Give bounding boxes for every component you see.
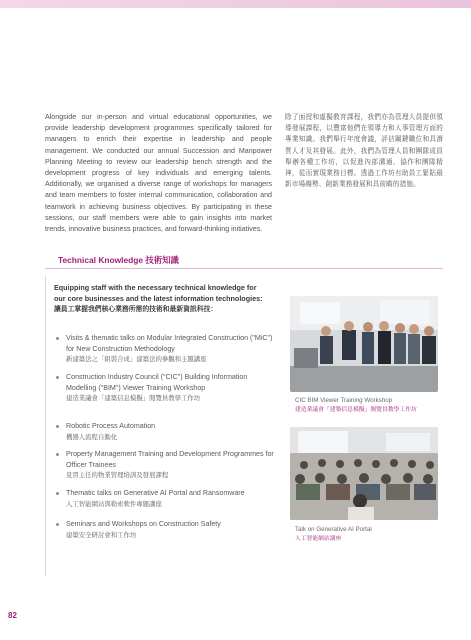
list-item-chinese: 建造業議會「建築信息模擬」閱覽員教學工作坊 [66, 394, 201, 403]
list-item-english: Construction Industry Council ("CIC") Building Information Modelling ("BIM") Viewer Training Workshop [66, 373, 248, 392]
seminar-photo [290, 427, 438, 520]
workshop-photo [290, 296, 438, 392]
list-item [54, 372, 279, 404]
lead-text-english: Equipping staff with the necessary technical knowledge for our core businesses and the latest information technologies: [54, 283, 263, 303]
list-item-chinese: 機器人流程自動化 [66, 432, 118, 441]
intro-paragraph-chinese: 除了面授和虛擬教育課程，我們亦為管理人員提供領導發展課程，以豐富他們在領導力和人事管理方面的專業知識。我們舉行年度會議，評估關鍵職位和具潛質人才及其發展。此外，我們為管理人員和團隊成員舉辦各種工作坊，以促進內部溝通、協作和團隊精神，從而實現業務目標。透過工作坊有助員工緊貼最新市場趨勢、創新業務發展和具前瞻的措施。 [285, 113, 443, 189]
list-item-chinese: 見習主任的物業管理培訓及發展課程 [66, 471, 169, 480]
photo-caption-english: Talk on Generative AI Portal [295, 526, 372, 533]
bullet-dot-icon [56, 523, 59, 526]
bullet-dot-icon [56, 453, 59, 456]
photo-caption-english: CIC BIM Viewer Training Workshop [295, 397, 393, 404]
workshop-photo-illustration [290, 296, 438, 392]
lead-text [54, 283, 264, 315]
list-item-chinese: 新建築法之「組裝合成」建築法的參觀和主題講座 [66, 355, 207, 364]
list-item [54, 421, 155, 442]
bullet-dot-icon [56, 337, 59, 340]
list-item-chinese: 建築安全研討會和工作坊 [66, 530, 137, 539]
section-divider [45, 268, 443, 269]
list-item-english: Visits & thematic talks on Modular Integrated Construction ("MiC") for New Construction Methodology [66, 334, 273, 353]
list-item-english: Seminars and Workshops on Construction Safety [66, 520, 221, 528]
list-item-english: Property Management Training and Development Programmes for Officer Trainees [66, 450, 274, 469]
intro-paragraph-english: Alongside our in-person and virtual educational opportunities, we provide leadership development programmes specifically tailored for managers to enrich their expertise in leadership and people management. We conducted our annual Succession and Manpower Planning Meeting to review our leadership bench strength and the development progress of key individuals and emerging talents. Additionally, we organised a diverse range of workshops for managers and team members to foster internal communication, collaboration and teamwork in achieving business objectives. By participating in these sessions, our staff members were able to gain insights into market trends, innovative business practices, and forward-thinking initiatives. [45, 113, 272, 234]
photo-caption-chinese: 建造業議會「建築信息模擬」閱覽員教學工作坊 [295, 406, 417, 413]
list-item-english: Thematic talks on Generative AI Portal and Ransomware [66, 489, 245, 497]
seminar-photo-illustration [290, 427, 438, 520]
section-title: Technical Knowledge 技術知識 [58, 255, 179, 265]
bullet-dot-icon [56, 376, 59, 379]
photo-caption [295, 396, 417, 415]
list-item [54, 333, 279, 365]
page-number: 82 [8, 611, 17, 620]
bullet-dot-icon [56, 492, 59, 495]
lead-text-chinese: 讓員工掌握我們核心業務所需的技術和最新資訊科技： [54, 305, 218, 314]
list-item-english: Robotic Process Automation [66, 422, 156, 430]
photo-caption [295, 525, 372, 544]
list-item [54, 488, 245, 509]
list-item [54, 519, 221, 540]
list-item-chinese: 人工智能網站與勒索軟件專題講座 [66, 499, 162, 508]
list-item [54, 449, 279, 481]
bullet-dot-icon [56, 425, 59, 428]
top-decorative-bar [0, 0, 471, 8]
photo-caption-chinese: 人工智能網站講座 [295, 535, 342, 542]
